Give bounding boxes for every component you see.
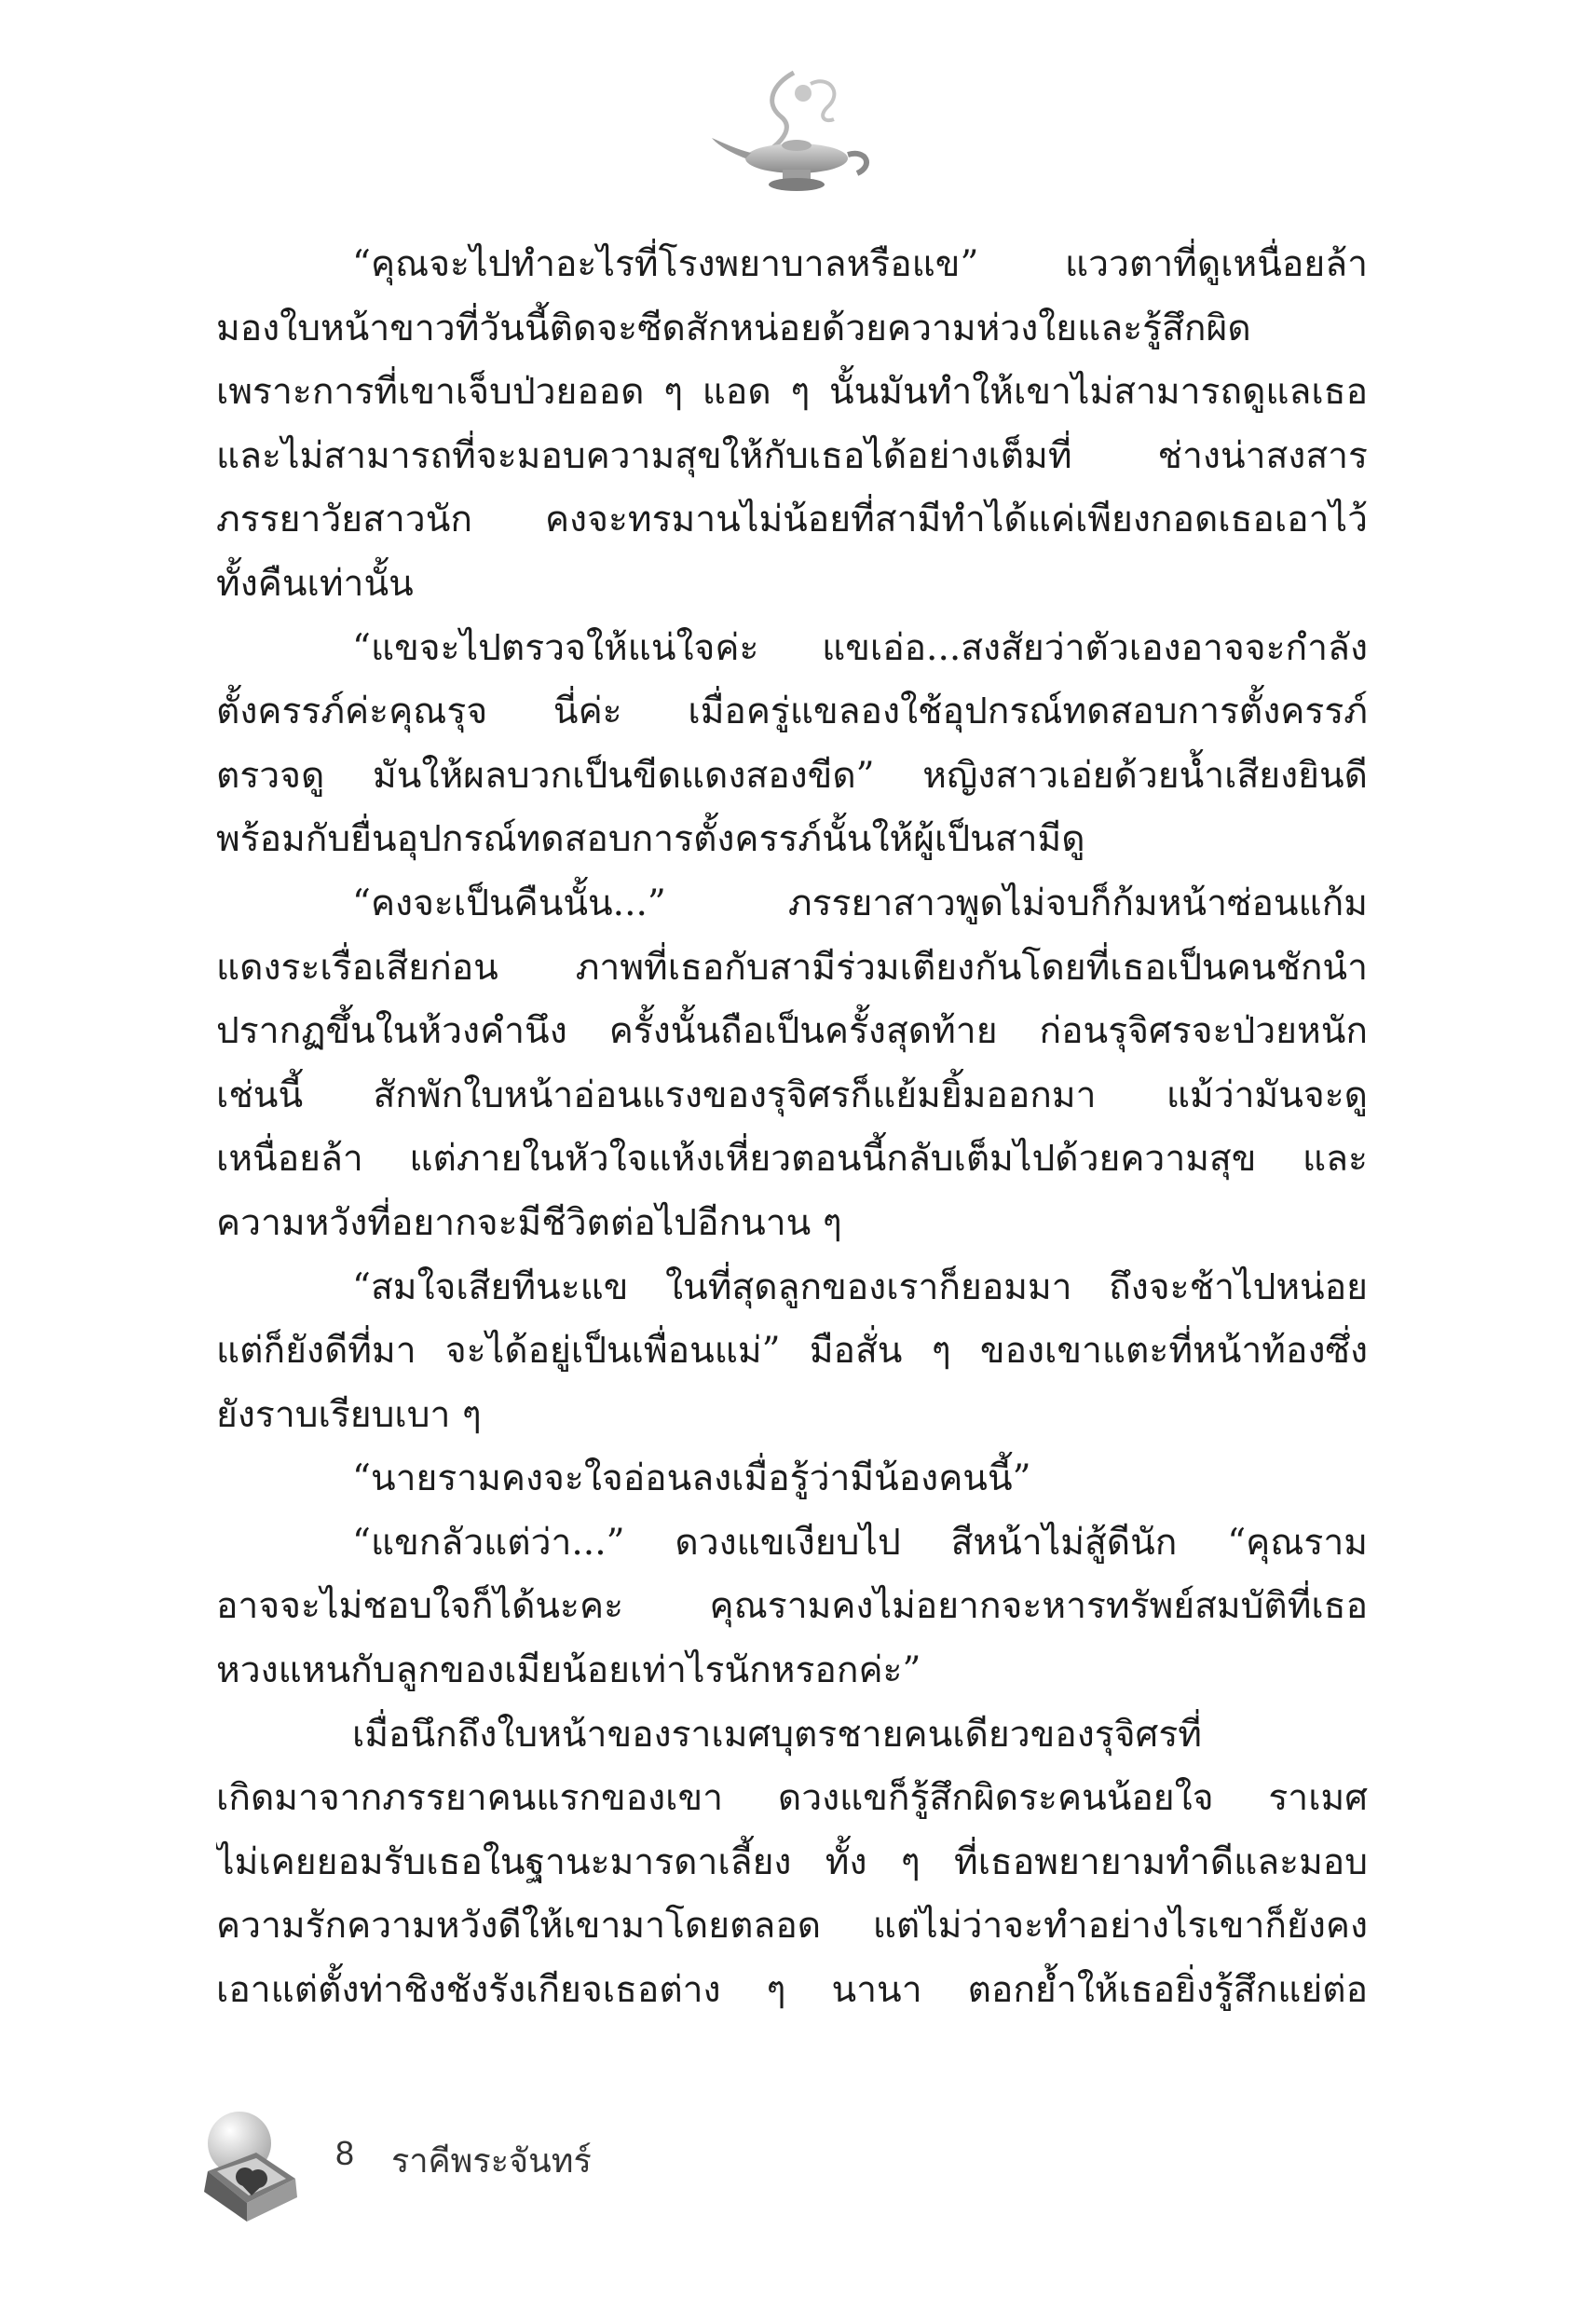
text-line: อาจจะไม่ชอบใจก็ได้นะคะ คุณรามคงไม่อยากจะหารทรัพย์สมบัติที่เธอ: [216, 1585, 1368, 1628]
text-line: เอาแต่ตั้งท่าชิงชังรังเกียจเธอต่าง ๆ นานา ตอกย้ำให้เธอยิ่งรู้สึกแย่ต่อ: [216, 1969, 1368, 2012]
text-line: ไม่เคยยอมรับเธอในฐานะมารดาเลี้ยง ทั้ง ๆ ที่เธอพยายามทำดีและมอบ: [216, 1840, 1368, 1883]
text-line: และไม่สามารถที่จะมอบความสุขให้กับเธอได้อย่างเต็มที่ ช่างน่าสงสาร: [216, 434, 1368, 477]
page-number: 8: [335, 2134, 355, 2172]
text-line: มองใบหน้าขาวที่วันนี้ติดจะซีดสักหน่อยด้วยความห่วงใยและรู้สึกผิด: [216, 307, 1251, 349]
text-line: ตั้งครรภ์ค่ะคุณรุจ นี่ค่ะ เมื่อครู่แขลองใช้อุปกรณ์ทดสอบการตั้งครรภ์: [216, 691, 1368, 733]
text-line: เพราะการที่เขาเจ็บป่วยออด ๆ แอด ๆ นั้นมันทำให้เขาไม่สามารถดูแลเธอ: [216, 371, 1368, 414]
text-line: หวงแหนกับลูกของเมียน้อยเท่าไรนักหรอกค่ะ”: [216, 1649, 921, 1692]
text-line: เมื่อนึกถึงใบหน้าของราเมศบุตรชายคนเดียวของรุจิศรที่: [352, 1713, 1202, 1756]
book-title: ราคีพระจันทร์: [391, 2141, 592, 2180]
text-line: “แขจะไปตรวจให้แน่ใจค่ะ แขเอ่อ...สงสัยว่าตัวเองอาจจะกำลัง: [352, 626, 1368, 669]
text-line: แดงระเรื่อเสียก่อน ภาพที่เธอกับสามีร่วมเตียงกันโดยที่เธอเป็นคนชักนำ: [216, 946, 1368, 989]
text-line: “แขกลัวแต่ว่า...” ดวงแขเงียบไป สีหน้าไม่สู้ดีนัก “คุณราม: [352, 1521, 1368, 1564]
text-line: ความหวังที่อยากจะมีชีวิตต่อไปอีกนาน ๆ: [216, 1201, 842, 1244]
text-line: ยังราบเรียบเบา ๆ: [216, 1393, 482, 1436]
text-line: พร้อมกับยื่นอุปกรณ์ทดสอบการตั้งครรภ์นั้นให้ผู้เป็นสามีดู: [216, 818, 1085, 861]
text-line: เหนื่อยล้า แต่ภายในหัวใจแห้งเหี่ยวตอนนี้กลับเต็มไปด้วยความสุข และ: [216, 1138, 1368, 1181]
text-line: “นายรามคงจะใจอ่อนลงเมื่อรู้ว่ามีน้องคนนี้”: [352, 1457, 1031, 1500]
text-line: “คุณจะไปทำอะไรที่โรงพยาบาลหรือแข” แววตาที่ดูเหนื่อยล้า: [352, 243, 1368, 285]
text-line: เกิดมาจากภรรยาคนแรกของเขา ดวงแขก็รู้สึกผิดระคนน้อยใจ ราเมศ: [216, 1777, 1368, 1820]
text-line: แต่ก็ยังดีที่มา จะได้อยู่เป็นเพื่อนแม่” มือสั่น ๆ ของเขาแตะที่หน้าท้องซึ่ง: [216, 1330, 1368, 1373]
text-line: “สมใจเสียทีนะแข ในที่สุดลูกของเราก็ยอมมา ถึงจะช้าไปหน่อย: [352, 1265, 1368, 1308]
magic-lamp-icon: [708, 65, 885, 205]
envelope-emblem-icon: [191, 2106, 321, 2236]
body-text: [216, 233, 1368, 2023]
text-line: ตรวจดู มันให้ผลบวกเป็นขีดแดงสองขีด” หญิงสาวเอ่ยด้วยน้ำเสียงยินดี: [216, 754, 1368, 797]
text-line: เช่นนี้ สักพักใบหน้าอ่อนแรงของรุจิศรก็แย้มยิ้มออกมา แม้ว่ามันจะดู: [216, 1073, 1368, 1116]
text-line: ปรากฏขึ้นในห้วงคำนึง ครั้งนั้นถือเป็นครั้งสุดท้าย ก่อนรุจิศรจะป่วยหนัก: [216, 1010, 1368, 1053]
text-line: ความรักความหวังดีให้เขามาโดยตลอด แต่ไม่ว่าจะทำอย่างไรเขาก็ยังคง: [216, 1905, 1368, 1948]
text-line: ภรรยาวัยสาวนัก คงจะทรมานไม่น้อยที่สามีทำได้แค่เพียงกอดเธอเอาไว้: [216, 499, 1368, 541]
text-line: “คงจะเป็นคืนนั้น...” ภรรยาสาวพูดไม่จบก็ก้มหน้าซ่อนแก้ม: [352, 882, 1368, 924]
text-line: ทั้งคืนเท่านั้น: [216, 562, 414, 605]
